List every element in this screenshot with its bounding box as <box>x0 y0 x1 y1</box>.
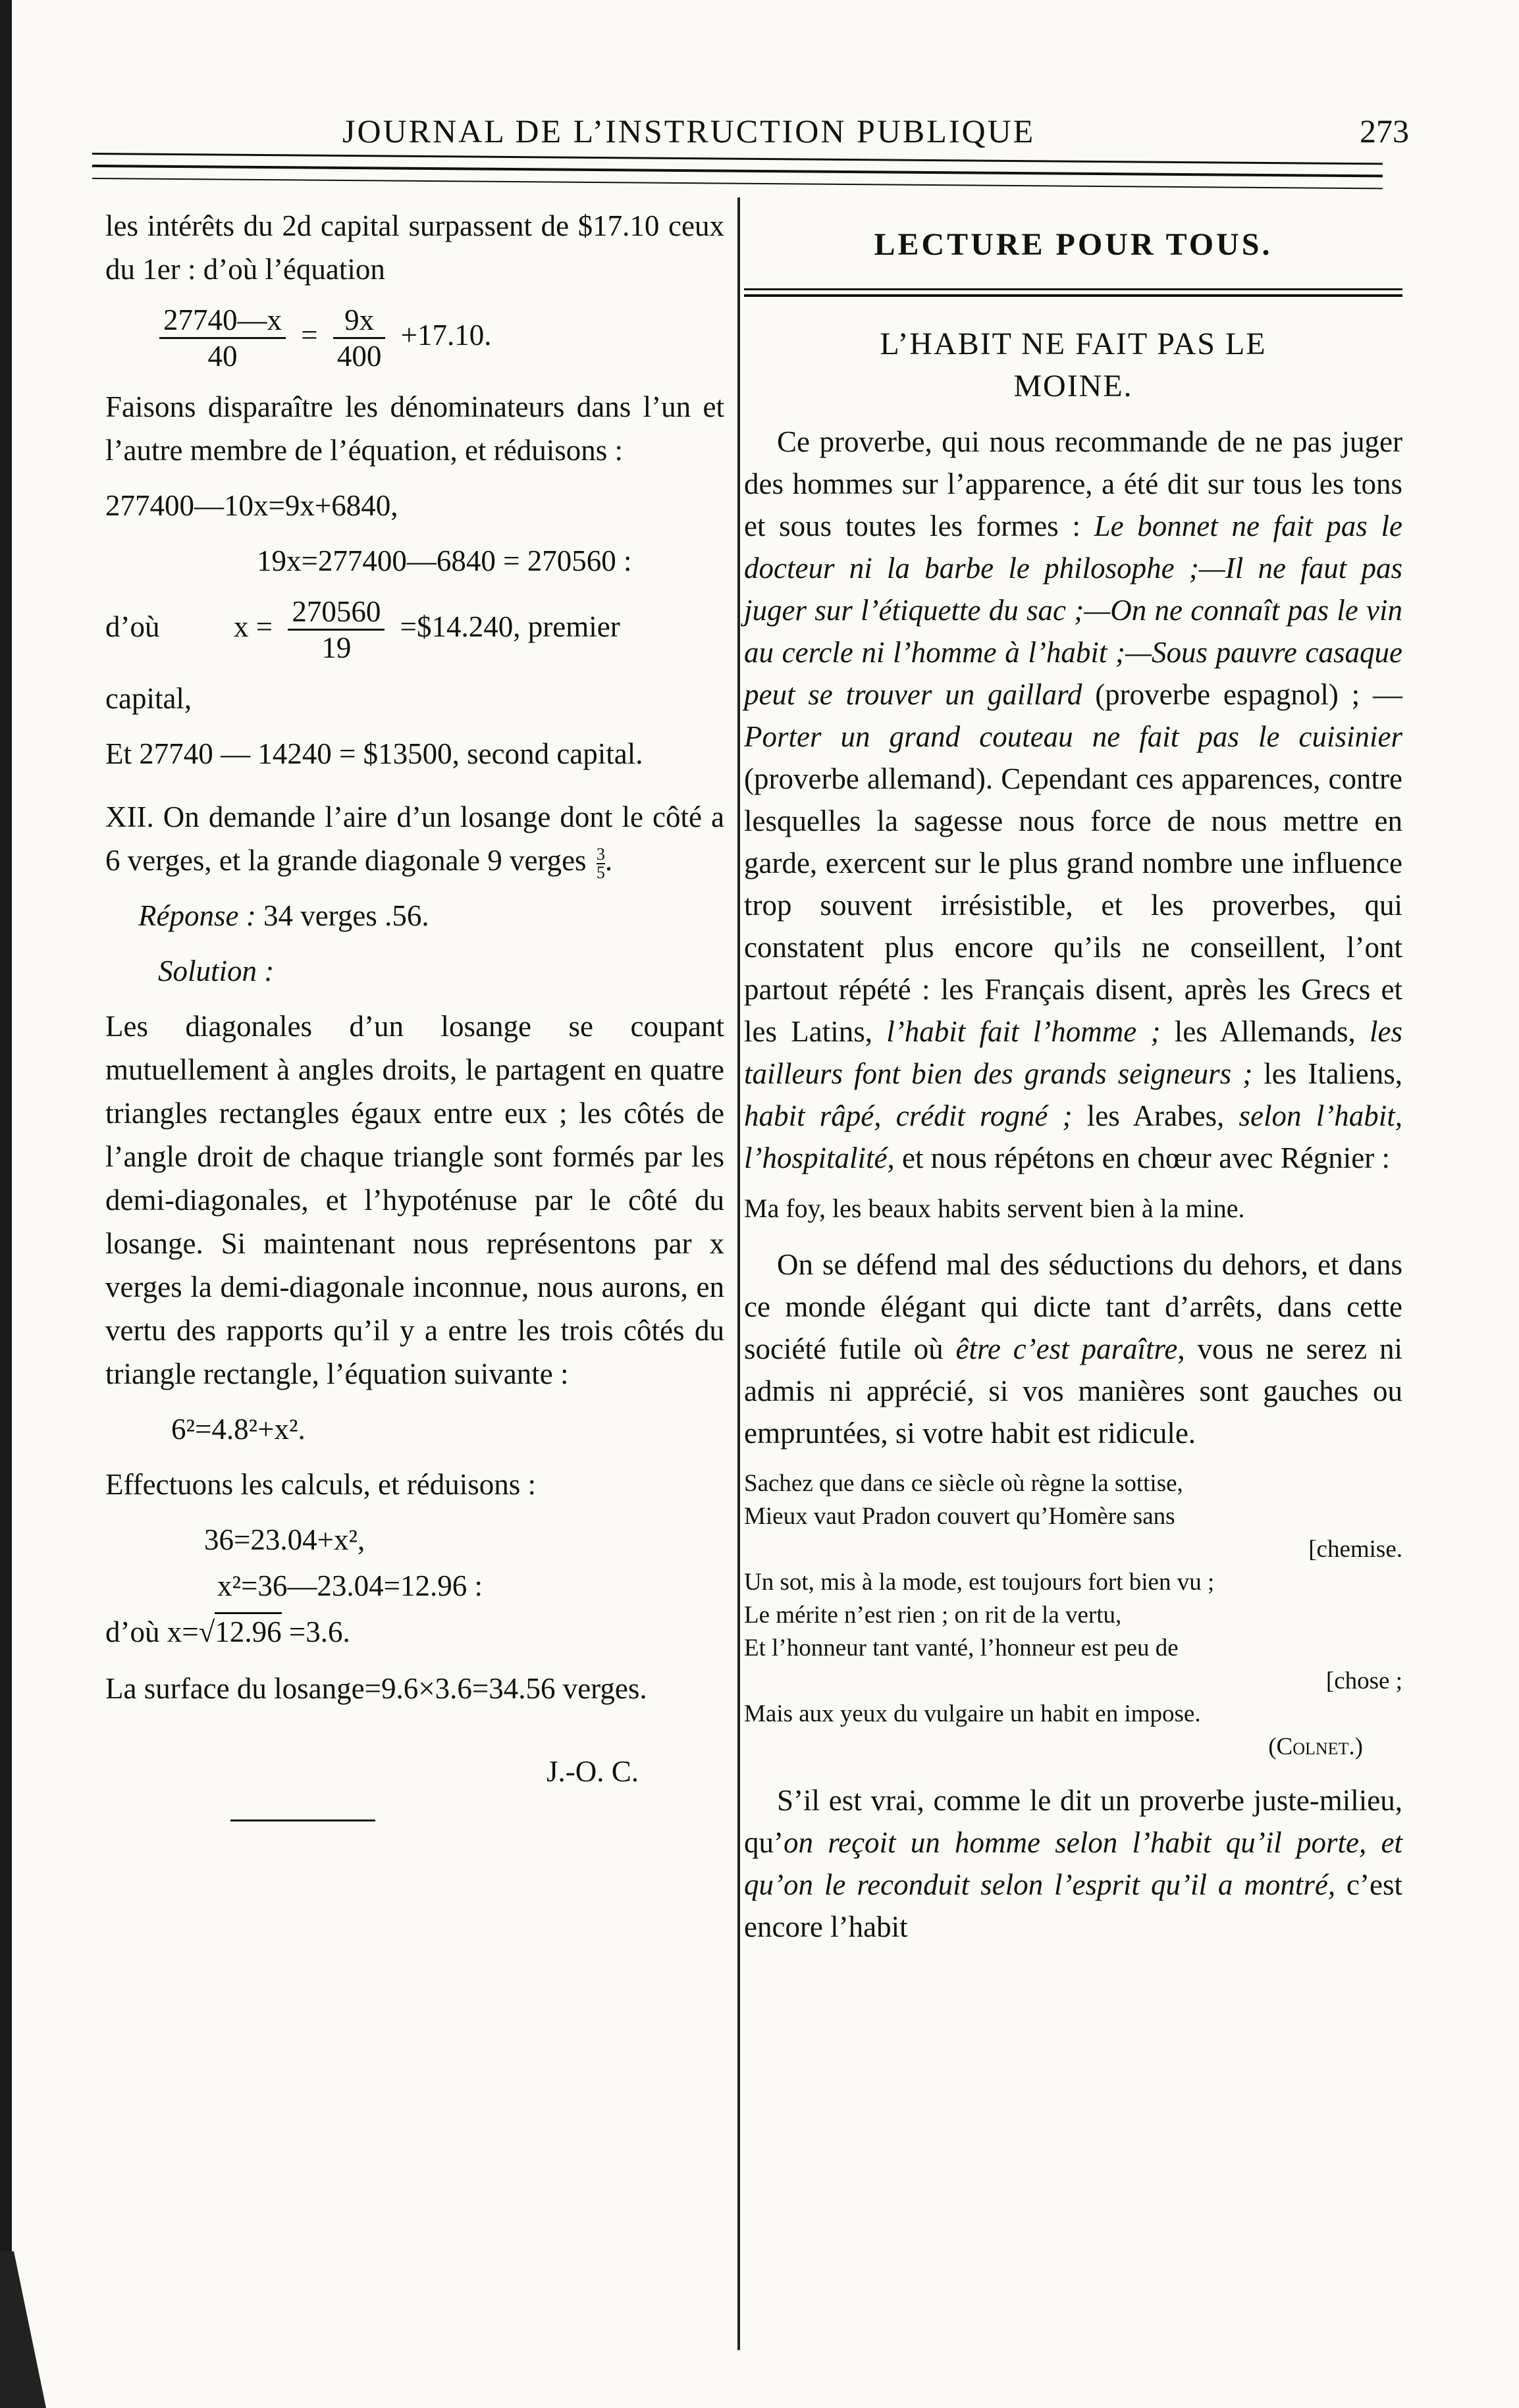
answer-value: 34 verges .56. <box>263 899 429 932</box>
italic-text: Le bonnet ne fait pas le docteur ni la barbe le philosophe ;—Il ne faut pas juger sur l’étiquette du sac ;—On ne connaît pas le vin au cercle ni l’homme à l’habit ;—Sous pauvre casaque peut se trouver un gaillard <box>744 510 1402 711</box>
page-edge-shadow <box>0 2251 46 2408</box>
verse-line: [chose ; <box>1325 1667 1402 1694</box>
text: (proverbe espagnol) ; — <box>1082 678 1402 711</box>
equation: 19x=277400—6840 = 270560 : <box>257 544 632 577</box>
text: les Italiens, <box>1252 1057 1402 1090</box>
equation: 277400—10x=9x+6840, <box>105 489 398 522</box>
denominator: 19 <box>321 631 352 664</box>
right-column <box>744 217 1402 1960</box>
paragraph: capital, <box>105 682 192 715</box>
page-header <box>92 112 1409 165</box>
italic-text: on reçoit un homme selon l’habit qu’il porte, et qu’on le reconduit selon l’esprit qu’il a montré, <box>744 1826 1402 1901</box>
equation-lead: d’où x=√ <box>105 1615 215 1648</box>
equation <box>105 1610 724 1654</box>
text: les Allemands, <box>1160 1015 1370 1048</box>
numerator: 9x <box>333 303 386 339</box>
answer <box>105 894 724 937</box>
fraction <box>597 846 605 881</box>
text: Ce proverbe, qui nous recommande de ne pas juger des hommes sur l’apparence, a été dit sur tous les tons et sous toutes les formes : <box>744 425 1402 542</box>
text: les Arabes, <box>1072 1099 1239 1132</box>
section-heading: LECTURE POUR TOUS. <box>874 227 1273 262</box>
text: c’est encore l’habit <box>744 1868 1402 1943</box>
running-title: JOURNAL DE L’INSTRUCTION PUBLIQUE <box>342 113 1036 149</box>
page-number: 273 <box>1360 113 1409 149</box>
paragraph: Effectuons les calculs, et réduisons : <box>105 1468 536 1501</box>
numerator: 270560 <box>288 594 385 631</box>
answer-label: Réponse : <box>138 899 256 932</box>
verse-quotation <box>744 1467 1402 1764</box>
page-edge <box>0 0 12 2408</box>
paragraph: les intérêts du 2d capital surpassent de $17.10 ceux du 1er : d’où l’équation <box>105 209 724 286</box>
numerator: 3 <box>596 844 605 864</box>
equals-sign: = <box>301 318 318 352</box>
heading-rule <box>744 288 1402 290</box>
verse-line: Sachez que dans ce siècle où règne la sottise, <box>744 1470 1183 1497</box>
header-rule <box>92 178 1383 189</box>
paragraph <box>744 1779 1402 1948</box>
italic-text: l’habit fait l’homme ; <box>886 1015 1161 1048</box>
article-title <box>744 323 1402 407</box>
text: et nous répétons en chœur avec Régnier : <box>894 1141 1390 1174</box>
verse-line: Mais aux yeux du vulgaire un habit en impose. <box>744 1700 1201 1727</box>
paragraph: La surface du losange=9.6×3.6=34.56 verges. <box>105 1672 647 1705</box>
equation-tail: =3.6. <box>281 1615 350 1648</box>
numerator: 27740—x <box>159 303 286 339</box>
paragraph: Et 27740 — 14240 = $13500, second capital. <box>105 737 643 770</box>
paragraph: Les diagonales d’un losange se coupant mutuellement à angles droits, le partagent en quatre triangles rectangles égaux entre eux ; les côtés de l’angle droit de chaque triangle sont formés par les demi-diagonales, et l’hypoténuse par le côté du losange. Si maintenant nous représentons par x verges la demi-diagonale inconnue, nous aurons, en vertu des rapports qu’il y a entre les trois côtés du triangle rectangle, l’équation suivante : <box>105 1010 724 1390</box>
verse-line: Mieux vaut Pradon couvert qu’Homère sans <box>744 1503 1175 1530</box>
paragraph <box>744 421 1402 1179</box>
denominator: 400 <box>336 340 382 373</box>
equation-tail: +17.10. <box>400 318 492 352</box>
equation <box>105 594 724 665</box>
equation-variable: x = <box>234 610 273 643</box>
quotation: Ma foy, les beaux habits servent bien à la mine. <box>744 1193 1245 1223</box>
fraction <box>159 303 286 373</box>
verse-line: Le mérite n’est rien ; on rit de la vertu, <box>744 1602 1122 1629</box>
paragraph: Faisons disparaître les dénominateurs dans l’un et l’autre membre de l’équation, et réduisons : <box>105 390 724 467</box>
heading-rule <box>744 294 1402 297</box>
equation: 36=23.04+x², <box>204 1523 365 1556</box>
left-column <box>105 204 724 1821</box>
text: , vous ne serez ni admis ni apprécié, si vos manières sont gauches ou empruntées, si votre habit est ridicule. <box>744 1332 1403 1450</box>
equation: x²=36—23.04=12.96 : <box>217 1569 483 1602</box>
column-divider <box>737 197 740 2350</box>
paragraph <box>744 1243 1402 1454</box>
problem-statement <box>105 795 724 882</box>
equation <box>151 303 724 373</box>
denominator: 5 <box>596 862 605 882</box>
header-rule <box>92 165 1383 177</box>
denominator: 40 <box>207 340 238 373</box>
equation-tail: =$14.240, premier <box>400 610 620 643</box>
verse-author: (Colnet.) <box>1268 1733 1363 1760</box>
italic-text: être c’est paraître <box>955 1332 1178 1365</box>
end-rule <box>230 1819 375 1821</box>
signature: J.-O. C. <box>546 1755 639 1788</box>
text: (proverbe allemand). Cependant ces apparences, contre lesquelles la sagesse nous force de nous mettre en garde, exercent sur le plus grand nombre une influence trop souvent irrésistible, et les proverbes, qui constatent plus encore qu’ils ne conseillent, l’ont partout répété : les Français disent, après les Grecs et les Latins, <box>744 762 1402 1048</box>
text: S’il est vrai, comme le dit un proverbe juste-milieu, qu’ <box>744 1784 1402 1859</box>
italic-text: habit râpé, crédit rogné ; <box>744 1099 1073 1132</box>
italic-text: les tailleurs font bien des grands seigneurs ; <box>744 1015 1402 1090</box>
problem-end: . <box>604 844 613 877</box>
fraction <box>288 594 385 665</box>
text: On se défend mal des séductions du dehors, et dans ce monde élégant qui dicte tant d’arrêts, dans cette société futile où <box>744 1248 1402 1365</box>
title-line: MOINE. <box>1013 369 1133 404</box>
solution-label <box>158 949 724 993</box>
verse-line: [chemise. <box>1308 1536 1402 1563</box>
radicand: 12.96 <box>215 1612 281 1648</box>
solution-label-text: Solution : <box>158 955 275 987</box>
equation-lead: d’où <box>105 610 160 643</box>
italic-text: Porter un grand couteau ne fait pas le cuisinier <box>744 720 1402 753</box>
verse-line: Et l’honneur tant vanté, l’honneur est peu de <box>744 1635 1179 1662</box>
fraction <box>333 303 386 373</box>
equation: 6²=4.8²+x². <box>171 1413 306 1446</box>
verse-line: Un sot, mis à la mode, est toujours fort bien vu ; <box>744 1569 1215 1596</box>
italic-text: selon l’habit, l’hospitalité, <box>744 1099 1402 1174</box>
problem-text: XII. On demande l’aire d’un losange dont le côté a 6 verges, et la grande diagonale 9 verges <box>105 800 724 877</box>
title-line: L’HABIT NE FAIT PAS LE <box>880 327 1267 361</box>
